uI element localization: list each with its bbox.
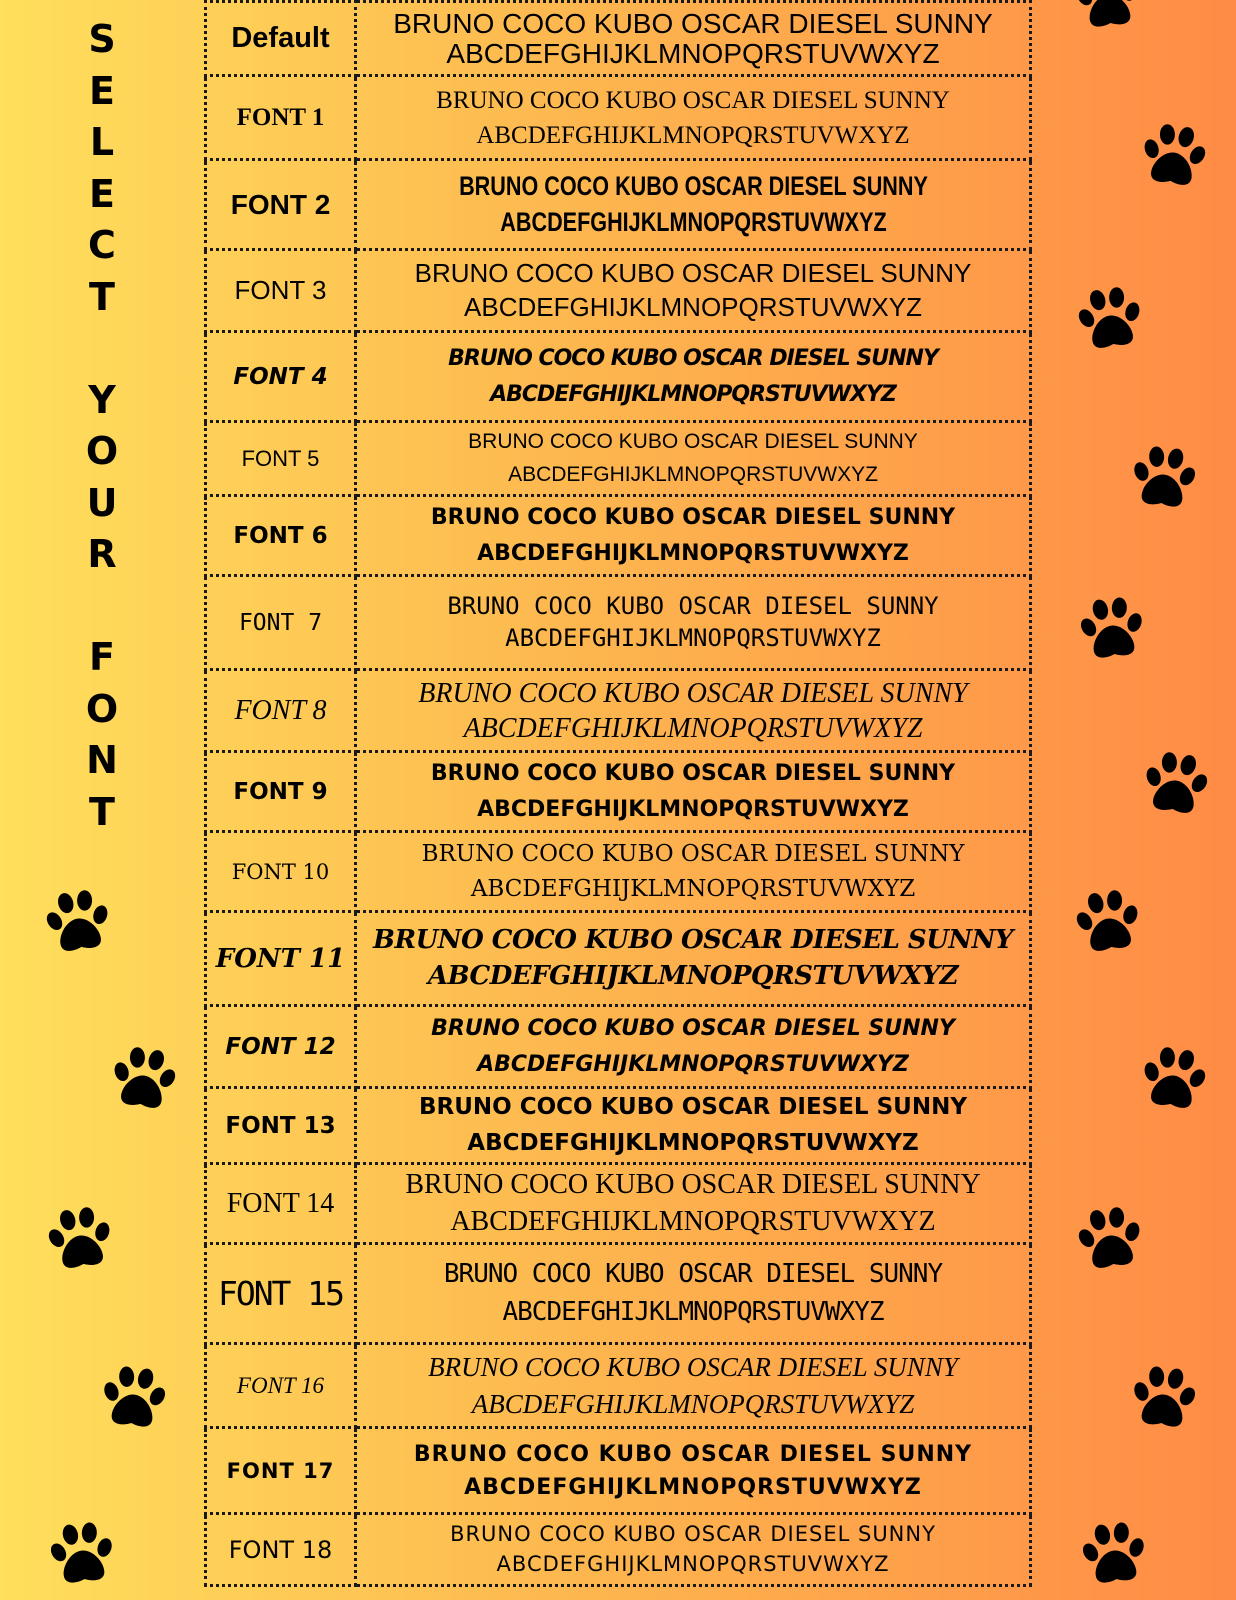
title-letter: S bbox=[88, 17, 116, 61]
paw-print-icon bbox=[96, 1359, 171, 1438]
font-option-default[interactable] bbox=[206, 2, 1031, 76]
font-name: FONT 14 bbox=[206, 1164, 356, 1244]
font-sample bbox=[356, 1244, 1031, 1344]
font-name: FONT 7 bbox=[206, 576, 356, 670]
font-name: FONT 8 bbox=[206, 670, 356, 752]
font-sample bbox=[356, 2, 1031, 76]
sample-alphabet: ABCDEFGHIJKLMNOPQRSTUVWXYZ bbox=[490, 381, 896, 407]
sample-alphabet: ABCDEFGHIJKLMNOPQRSTUVWXYZ bbox=[446, 37, 940, 69]
font-sample bbox=[356, 1428, 1031, 1514]
paw-print-icon bbox=[1071, 279, 1148, 360]
sample-names: BRUNO COCO KUBO OSCAR DIESEL SUNNY bbox=[421, 841, 965, 867]
font-sample bbox=[356, 1088, 1031, 1164]
font-sample bbox=[356, 332, 1031, 422]
title-letter: R bbox=[87, 532, 117, 576]
font-option-14[interactable] bbox=[206, 1164, 1031, 1244]
font-option-5[interactable] bbox=[206, 422, 1031, 496]
font-sample bbox=[356, 496, 1031, 576]
font-name: FONT 4 bbox=[206, 332, 356, 422]
sample-alphabet: ABCDEFGHIJKLMNOPQRSTUVWXYZ bbox=[471, 1388, 915, 1419]
title-letter: T bbox=[89, 789, 115, 834]
font-name: FONT 10 bbox=[206, 832, 356, 912]
font-name: FONT 18 bbox=[206, 1514, 356, 1586]
font-sample bbox=[356, 670, 1031, 752]
title-letter: C bbox=[88, 223, 116, 267]
sample-alphabet: ABCDEFGHIJKLMNOPQRSTUVWXYZ bbox=[464, 291, 922, 322]
sample-alphabet: ABCDEFGHIJKLMNOPQRSTUVWXYZ bbox=[505, 623, 881, 652]
font-sample bbox=[356, 576, 1031, 670]
font-option-18[interactable] bbox=[206, 1514, 1031, 1586]
sample-alphabet: ABCDEFGHIJKLMNOPQRSTUVWXYZ bbox=[508, 462, 878, 486]
paw-print-icon bbox=[1070, 0, 1145, 37]
font-options-table bbox=[204, 0, 1032, 1587]
sample-alphabet: ABCDEFGHIJKLMNOPQRSTUVWXYZ bbox=[464, 1474, 922, 1500]
title-letter: N bbox=[86, 738, 118, 782]
font-name: FONT 15 bbox=[206, 1244, 356, 1344]
font-sample bbox=[356, 832, 1031, 912]
title-letter: F bbox=[89, 635, 115, 679]
sample-names: BRUNO COCO KUBO OSCAR DIESEL SUNNY bbox=[430, 761, 956, 787]
font-name: Default bbox=[206, 2, 356, 76]
title-letter: L bbox=[89, 120, 115, 164]
sample-names: BRUNO COCO KUBO OSCAR DIESEL SUNNY bbox=[458, 171, 928, 202]
font-sample bbox=[423, 160, 963, 250]
sample-names: BRUNO COCO KUBO OSCAR DIESEL SUNNY bbox=[450, 1522, 936, 1547]
sample-names: BRUNO COCO KUBO OSCAR DIESEL SUNNY bbox=[405, 1169, 981, 1201]
paw-print-icon bbox=[1126, 1359, 1201, 1438]
font-sample bbox=[356, 250, 1031, 332]
font-option-6[interactable] bbox=[206, 496, 1031, 576]
font-name: FONT 5 bbox=[206, 422, 356, 496]
sample-names: BRUNO COCO KUBO OSCAR DIESEL SUNNY bbox=[419, 1093, 967, 1120]
paw-print-icon bbox=[1069, 882, 1146, 963]
paw-print-icon bbox=[39, 882, 116, 963]
paw-print-icon bbox=[1071, 1199, 1148, 1280]
title-letter: O bbox=[85, 429, 119, 473]
font-name: FONT 9 bbox=[206, 752, 356, 832]
font-name: FONT 12 bbox=[206, 1006, 356, 1088]
paw-print-icon bbox=[44, 1515, 119, 1594]
sample-alphabet: ABCDEFGHIJKLMNOPQRSTUVWXYZ bbox=[502, 1296, 884, 1327]
sample-names: BRUNO COCO KUBO OSCAR DIESEL SUNNY bbox=[413, 1441, 973, 1467]
sample-alphabet: ABCDEFGHIJKLMNOPQRSTUVWXYZ bbox=[463, 712, 923, 744]
font-name: FONT 11 bbox=[206, 912, 356, 1006]
sample-alphabet: ABCDEFGHIJKLMNOPQRSTUVWXYZ bbox=[477, 796, 909, 822]
sample-names: BRUNO COCO KUBO OSCAR DIESEL SUNNY bbox=[448, 346, 938, 372]
paw-print-icon bbox=[1135, 116, 1212, 197]
font-sample bbox=[356, 422, 1031, 496]
paw-print-icon bbox=[1126, 439, 1201, 518]
font-sample bbox=[356, 76, 1031, 160]
font-sample bbox=[356, 1006, 1031, 1088]
title-letter: E bbox=[89, 171, 115, 216]
title-letter: T bbox=[89, 274, 115, 319]
sample-names: BRUNO COCO KUBO OSCAR DIESEL SUNNY bbox=[428, 1352, 958, 1383]
font-name: FONT 2 bbox=[206, 160, 356, 250]
sample-names: BRUNO COCO KUBO OSCAR DIESEL SUNNY bbox=[443, 1258, 943, 1289]
title-letter: U bbox=[86, 480, 118, 525]
sample-alphabet: ABCDEFGHIJKLMNOPQRSTUVWXYZ bbox=[427, 960, 959, 991]
font-name: FONT 3 bbox=[206, 250, 356, 332]
sample-alphabet: ABCDEFGHIJKLMNOPQRSTUVWXYZ bbox=[467, 1129, 919, 1156]
font-option-4[interactable] bbox=[206, 332, 1031, 422]
title-letter: Y bbox=[88, 377, 116, 422]
sample-names: BRUNO COCO KUBO OSCAR DIESEL SUNNY bbox=[418, 677, 968, 709]
font-option-10[interactable] bbox=[206, 832, 1031, 912]
font-sample bbox=[356, 1514, 1031, 1586]
font-option-11[interactable] bbox=[206, 912, 1031, 1006]
font-option-13[interactable] bbox=[206, 1088, 1031, 1164]
font-option-17[interactable] bbox=[206, 1428, 1031, 1514]
paw-print-icon bbox=[41, 1199, 118, 1280]
paw-print-icon bbox=[1074, 590, 1149, 669]
font-sample bbox=[356, 1344, 1031, 1428]
sample-names: BRUNO COCO KUBO OSCAR DIESEL SUNNY bbox=[447, 592, 939, 621]
sample-alphabet: ABCDEFGHIJKLMNOPQRSTUVWXYZ bbox=[499, 206, 887, 237]
font-option-1[interactable] bbox=[206, 76, 1031, 160]
sample-alphabet: ABCDEFGHIJKLMNOPQRSTUVWXYZ bbox=[477, 1051, 909, 1077]
font-option-16[interactable] bbox=[206, 1344, 1031, 1428]
font-name: FONT 6 bbox=[206, 496, 356, 576]
sample-names: BRUNO COCO KUBO OSCAR DIESEL SUNNY bbox=[468, 429, 918, 453]
sample-alphabet: ABCDEFGHIJKLMNOPQRSTUVWXYZ bbox=[477, 540, 909, 566]
paw-print-icon bbox=[105, 1039, 182, 1120]
sample-alphabet: ABCDEFGHIJKLMNOPQRSTUVWXYZ bbox=[450, 1205, 936, 1237]
sample-alphabet: ABCDEFGHIJKLMNOPQRSTUVWXYZ bbox=[470, 875, 916, 902]
sample-alphabet: ABCDEFGHIJKLMNOPQRSTUVWXYZ bbox=[476, 121, 910, 149]
font-option-2[interactable] bbox=[206, 160, 1031, 250]
sample-names: BRUNO COCO KUBO OSCAR DIESEL SUNNY bbox=[373, 925, 1013, 956]
font-option-15[interactable] bbox=[206, 1244, 1031, 1344]
font-name: FONT 17 bbox=[206, 1428, 356, 1514]
font-option-9[interactable] bbox=[206, 752, 1031, 832]
sample-names: BRUNO COCO KUBO OSCAR DIESEL SUNNY bbox=[436, 86, 950, 114]
select-your-font-title bbox=[76, 14, 128, 838]
paw-print-icon bbox=[1137, 744, 1214, 825]
font-option-8[interactable] bbox=[206, 670, 1031, 752]
font-option-7[interactable] bbox=[206, 576, 1031, 670]
sample-names: BRUNO COCO KUBO OSCAR DIESEL SUNNY bbox=[414, 257, 972, 288]
paw-print-icon bbox=[1135, 1039, 1212, 1120]
sample-names: BRUNO COCO KUBO OSCAR DIESEL SUNNY bbox=[430, 505, 956, 531]
font-name: FONT 16 bbox=[206, 1344, 356, 1428]
font-name: FONT 1 bbox=[206, 76, 356, 160]
font-name: FONT 13 bbox=[206, 1088, 356, 1164]
title-letter: E bbox=[89, 68, 115, 113]
sample-alphabet: ABCDEFGHIJKLMNOPQRSTUVWXYZ bbox=[496, 1551, 890, 1576]
font-sample bbox=[356, 1164, 1031, 1244]
font-option-3[interactable] bbox=[206, 250, 1031, 332]
font-option-12[interactable] bbox=[206, 1006, 1031, 1088]
paw-print-icon bbox=[1076, 1515, 1151, 1594]
title-letter: O bbox=[85, 686, 119, 731]
sample-names: BRUNO COCO KUBO OSCAR DIESEL SUNNY bbox=[393, 8, 993, 40]
sample-names: BRUNO COCO KUBO OSCAR DIESEL SUNNY bbox=[431, 1016, 955, 1042]
font-sample bbox=[356, 752, 1031, 832]
font-sample bbox=[356, 912, 1031, 1006]
